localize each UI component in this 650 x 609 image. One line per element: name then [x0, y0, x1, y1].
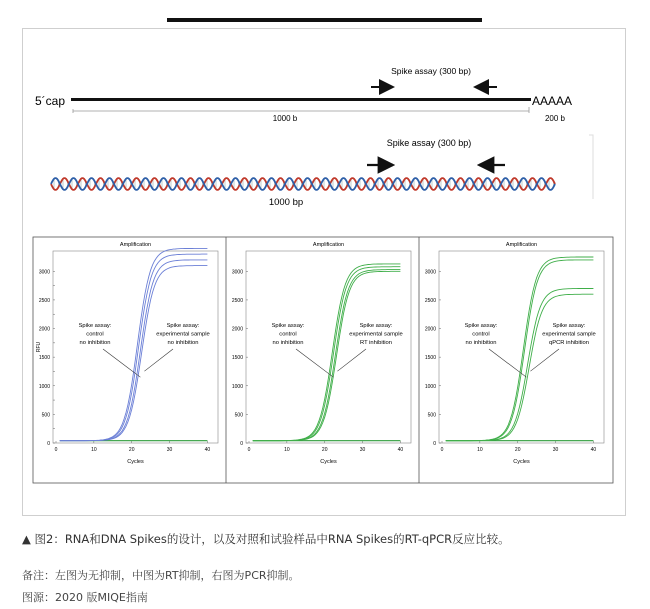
rna-tail-label: 200 b	[544, 114, 566, 123]
annotation-experimental: qPCR inhibition	[549, 340, 589, 346]
x-tick-label: 40	[204, 447, 211, 453]
amplification-curve	[60, 254, 208, 441]
annotation-experimental: experimental sample	[542, 331, 596, 338]
annotation-pointer	[296, 349, 333, 377]
annotation-experimental: experimental sample	[156, 331, 210, 338]
y-tick-label: 500	[234, 412, 243, 419]
x-tick-label: 20	[514, 447, 521, 453]
amplification-panel-3	[419, 237, 604, 483]
amplification-panel-1	[36, 242, 218, 465]
y-tick-label: 2000	[231, 326, 243, 333]
x-tick-label: 10	[284, 447, 290, 453]
annotation-experimental: no inhibition	[167, 340, 199, 346]
dna-construct	[51, 138, 555, 208]
y-tick-label: 1500	[231, 355, 243, 362]
amplification-curve	[253, 267, 401, 441]
plot-area	[439, 251, 604, 443]
y-tick-label: 2500	[38, 297, 50, 304]
x-tick-label: 10	[91, 447, 97, 453]
panel-title: Amplification	[119, 242, 152, 248]
rna-length-label: 1000 b	[272, 114, 298, 123]
y-axis-label: RFU	[36, 341, 42, 353]
x-axis-label: Cycles	[127, 459, 144, 465]
dna-length-label: 1000 bp	[268, 197, 304, 208]
annotation-experimental: RT inhibition	[359, 340, 393, 346]
plot-area	[246, 251, 411, 443]
annotation-control: control	[279, 331, 297, 338]
y-tick-label: 3000	[424, 269, 436, 276]
amplification-curve	[253, 264, 401, 441]
figure-frame	[22, 28, 626, 516]
y-tick-label: 1000	[424, 383, 436, 390]
y-tick-label: 3000	[38, 269, 50, 276]
x-axis-label: Cycles	[320, 459, 337, 465]
x-axis-label: Cycles	[513, 459, 530, 465]
annotation-experimental: Spike assay:	[166, 323, 200, 329]
top-divider	[167, 18, 482, 22]
annotation-control: Spike assay:	[464, 323, 498, 329]
annotation-pointer	[530, 349, 559, 371]
annotation-pointer	[489, 349, 526, 377]
y-tick-label: 500	[427, 412, 436, 419]
amplification-curve	[60, 266, 208, 441]
annotation-control: no inhibition	[79, 340, 111, 346]
y-tick-label: 1500	[38, 355, 50, 362]
annotation-pointer	[144, 349, 173, 371]
annotation-control: control	[86, 331, 104, 338]
y-tick-label: 3000	[231, 269, 243, 276]
y-tick-label: 0	[47, 441, 50, 447]
x-tick-label: 30	[552, 447, 559, 453]
poly-a-label: AAAAA	[532, 94, 573, 108]
y-tick-label: 2500	[231, 297, 243, 304]
annotation-experimental: Spike assay:	[552, 323, 586, 329]
panel-title: Amplification	[505, 242, 538, 248]
annotation-control: no inhibition	[465, 340, 497, 346]
annotation-pointer	[337, 349, 366, 371]
x-tick-label: 30	[359, 447, 366, 453]
annotation-control: control	[472, 331, 490, 338]
annotation-control: Spike assay:	[78, 323, 112, 329]
amplification-panel-2	[226, 237, 411, 483]
rna-strand	[71, 98, 531, 101]
x-tick-label: 20	[128, 447, 135, 453]
dna-strand-blue	[51, 178, 555, 190]
amplification-curve	[253, 271, 401, 440]
y-tick-label: 0	[433, 441, 436, 447]
x-tick-label: 20	[321, 447, 328, 453]
y-tick-label: 2000	[424, 326, 436, 333]
annotation-experimental: Spike assay:	[359, 323, 393, 329]
figure-caption: ▲ 图2：RNA和DNA Spikes的设计，以及对照和试验样品中RNA Spikes的RT-qPCR反应比较。	[22, 532, 510, 546]
amplification-curve	[60, 260, 208, 441]
y-tick-label: 2500	[424, 297, 436, 304]
five-prime-cap-label: 5´cap	[35, 94, 66, 108]
figure-svg	[23, 29, 625, 515]
dna-double-helix	[51, 178, 555, 190]
note-remark: 备注：左图为无抑制，中图为RT抑制，右图为PCR抑制。	[22, 569, 300, 582]
note-source: 图源：2020 版MIQE指南	[22, 591, 148, 604]
annotation-experimental: experimental sample	[349, 331, 403, 338]
x-tick-label: 40	[590, 447, 597, 453]
y-tick-label: 0	[240, 441, 243, 447]
rna-construct	[35, 66, 572, 123]
plot-area	[53, 251, 218, 443]
annotation-control: no inhibition	[272, 340, 304, 346]
x-tick-label: 10	[477, 447, 483, 453]
x-tick-label: 30	[166, 447, 173, 453]
amplification-curve	[253, 270, 401, 441]
y-tick-label: 500	[41, 412, 50, 419]
y-tick-label: 1000	[231, 383, 243, 390]
panel-title: Amplification	[312, 242, 345, 248]
x-tick-label: 0	[54, 447, 58, 453]
x-tick-label: 0	[440, 447, 444, 453]
amplification-panels	[36, 237, 604, 483]
annotation-control: Spike assay:	[271, 323, 305, 329]
rna-spike-assay-label: Spike assay (300 bp)	[391, 66, 471, 76]
amplification-curve	[446, 294, 594, 441]
amplification-curve	[446, 289, 594, 441]
x-tick-label: 0	[247, 447, 251, 453]
y-tick-label: 2000	[38, 326, 50, 333]
x-tick-label: 40	[397, 447, 404, 453]
dna-spike-assay-label: Spike assay (300 bp)	[386, 138, 472, 148]
y-tick-label: 1000	[38, 383, 50, 390]
y-tick-label: 1500	[424, 355, 436, 362]
